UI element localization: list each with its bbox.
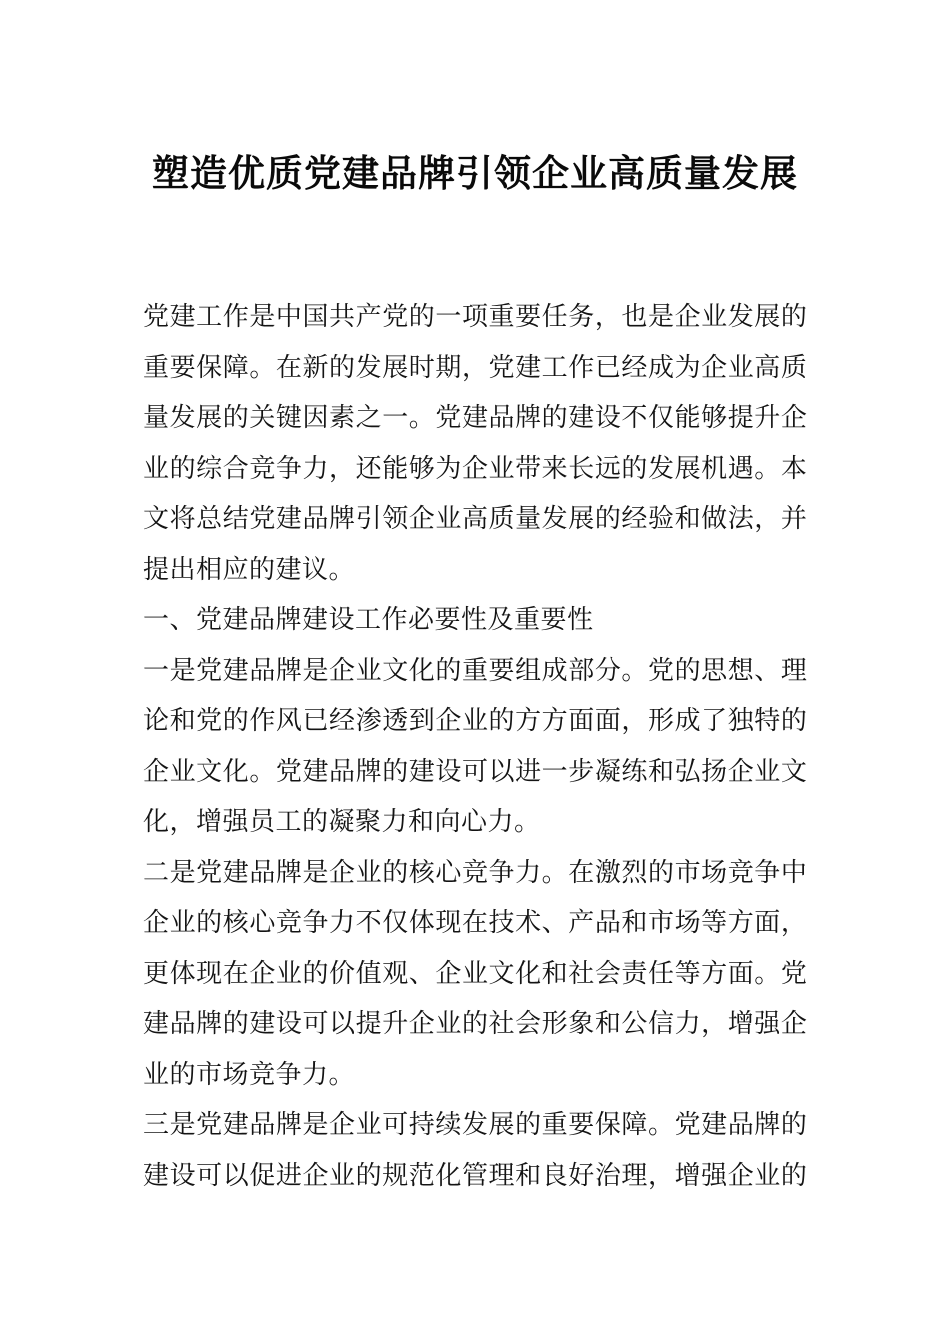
text-line: 量 发 展 的 关 键 因 素 之 一 。 党 建 品 牌 的 建 设 不 仅 能 够 提 升 企 [143,403,807,433]
document-body [143,292,807,1201]
text-line: 企 业 文 化 。 党 建 品 牌 的 建 设 可 以 进 一 步 凝 练 和 弘 扬 企 业 文 [143,756,807,786]
text-line: 提出相应的建议。 [143,554,356,584]
text-line: 重 要 保 障 。 在 新 的 发 展 时 期 ， 党 建 工 作 已 经 成 为 企 业 高 质 [143,352,807,382]
text-line: 更 体 现 在 企 业 的 价 值 观 、 企 业 文 化 和 社 会 责 任 等 方 面 。 党 [143,958,807,988]
text-line: 化，增强员工的凝聚力和向心力。 [143,807,541,836]
text-line: 一、党建品牌建设工作必要性及重要性 [143,605,594,634]
text-line: 企 业 的 核 心 竞 争 力 不 仅 体 现 在 技 术 、 产 品 和 市 场 等 方 面 ， [143,908,807,938]
text-line: 三 是 党 建 品 牌 是 企 业 可 持 续 发 展 的 重 要 保 障 。 党 建 品 牌 的 [143,1110,807,1140]
document-title: 塑造优质党建品牌引领企业高质量发展 [152,154,798,195]
text-line: 业的市场竞争力。 [143,1059,356,1089]
text-line: 建 设 可 以 促 进 企 业 的 规 范 化 管 理 和 良 好 治 理 ， 增 强 企 业 的 [143,1160,807,1190]
text-line: 党 建 工 作 是 中 国 共 产 党 的 一 项 重 要 任 务 ， 也 是 企 业 发 展 的 [143,302,807,332]
text-line: 二 是 党 建 品 牌 是 企 业 的 核 心 竞 争 力 。 在 激 烈 的 市 场 竞 争 中 [143,857,807,887]
text-line: 业 的 综 合 竞 争 力 ， 还 能 够 为 企 业 带 来 长 远 的 发 展 机 遇 。 本 [143,453,807,483]
text-line: 论 和 党 的 作 风 已 经 渗 透 到 企 业 的 方 方 面 面 ， 形 成 了 独 特 的 [143,706,807,736]
text-line: 一 是 党 建 品 牌 是 企 业 文 化 的 重 要 组 成 部 分 。 党 的 思 想 、 理 [143,655,807,685]
text-line: 文 将 总 结 党 建 品 牌 引 领 企 业 高 质 量 发 展 的 经 验 和 做 法 ， 并 [143,504,807,534]
text-line: 建 品 牌 的 建 设 可 以 提 升 企 业 的 社 会 形 象 和 公 信 力 ， 增 强 企 [143,1009,807,1039]
